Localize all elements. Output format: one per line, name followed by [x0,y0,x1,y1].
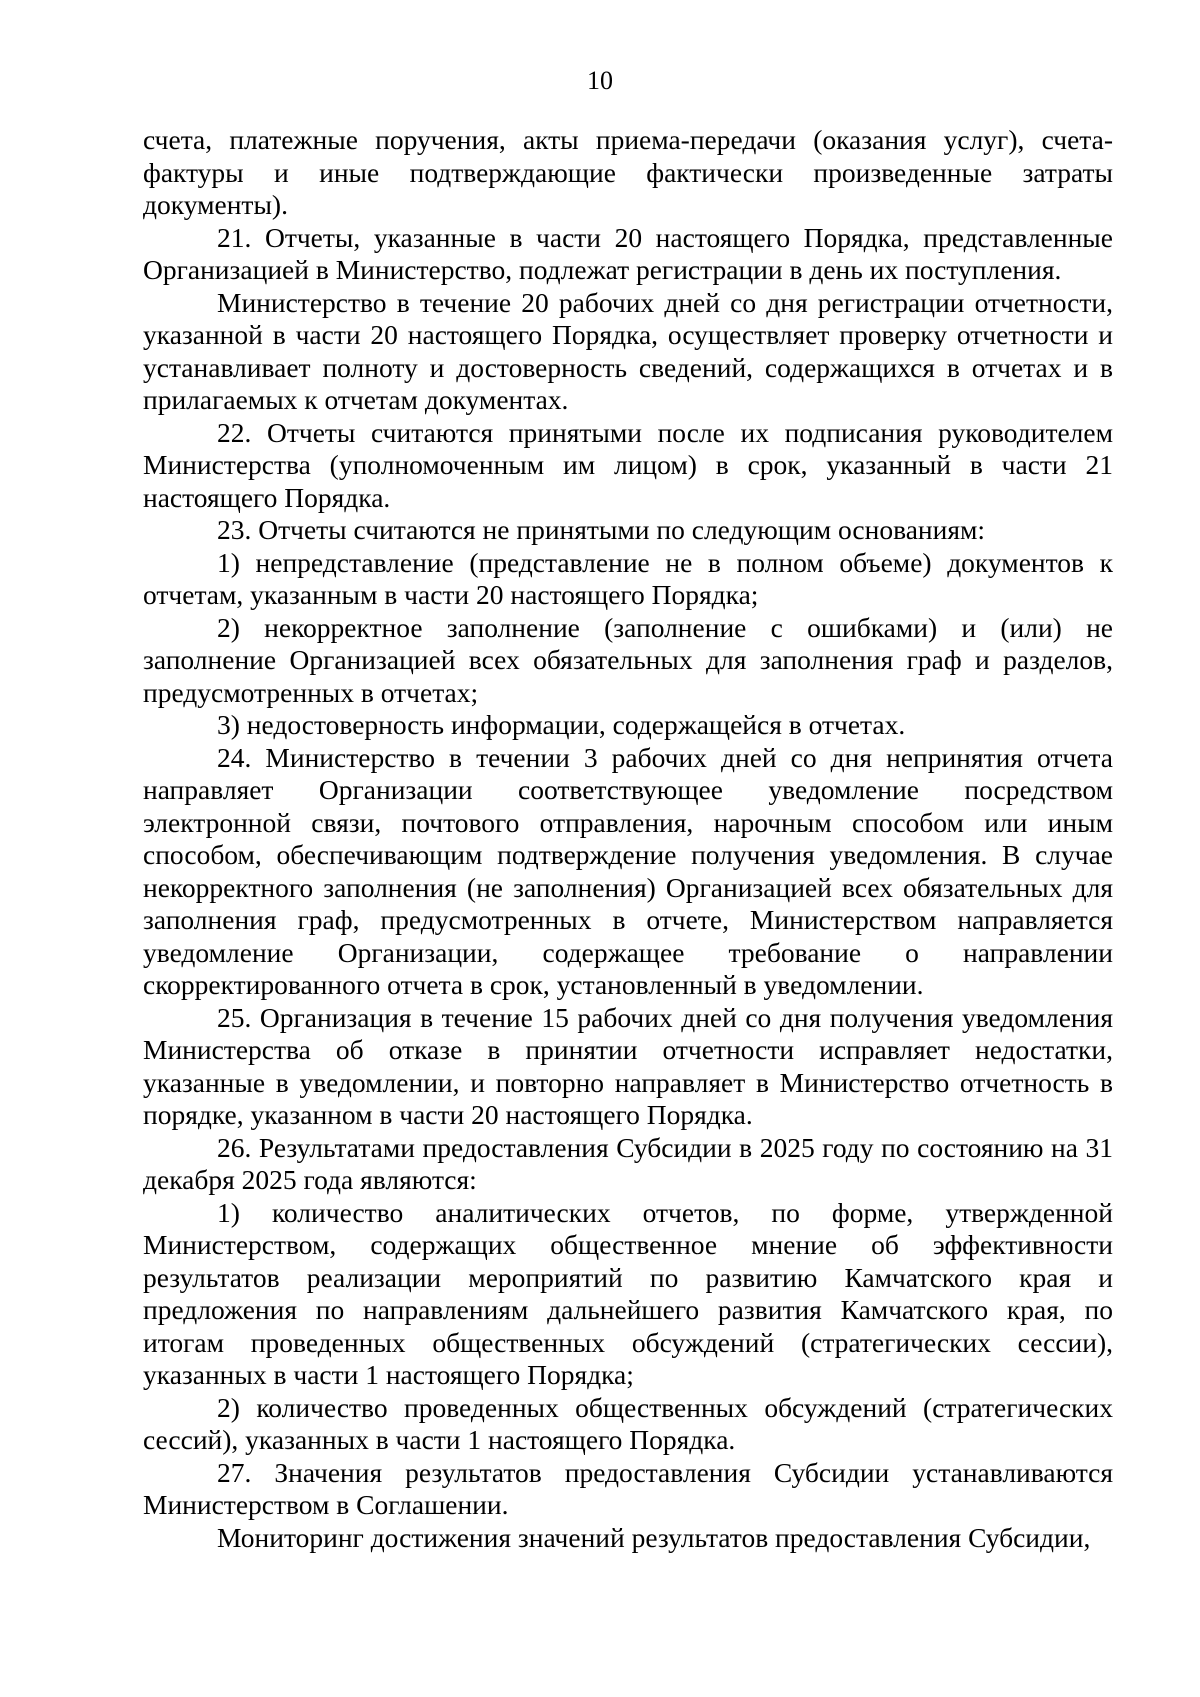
paragraph-25: 25. Организация в течение 15 рабочих дней со дня получения уведомления Министерства об отказе в принятии отчетности исправляет недостатки, указанные в уведомлении, и повторно направляет в Министерство отчетность в порядке, указанном в части 20 настоящего Порядка. [143,1001,1113,1130]
paragraph-23-item-3: 3) недостоверность информации, содержащейся в отчетах. [217,709,906,740]
paragraph-23-item-1: 1) непредставление (представление не в полном объеме) документов к отчетам, указанным в части 20 настоящего Порядка; [143,546,1113,610]
paragraph-21: 21. Отчеты, указанные в части 20 настоящего Порядка, представленные Организацией в Министерство, подлежат регистрации в день их поступления. [143,221,1113,285]
paragraph-23: 23. Отчеты считаются не принятыми по следующим основаниям: [217,514,986,545]
paragraph-22: 22. Отчеты считаются принятыми после их подписания руководителем Министерства (уполномоченным им лицом) в срок, указанный в части 21 настоящего Порядка. [143,416,1113,513]
paragraph-26-item-1: 1) количество аналитических отчетов, по форме, утвержденной Министерством, содержащих общественное мнение об эффективности результатов реализации мероприятий по развитию Камчатского края и предложения по направлениям дальнейшего развития Камчатского края, по итогам проведенных общественных обсуждений (стратегических сессии), указанных в части 1 настоящего Порядка; [143,1196,1113,1390]
document-body [143,124,1113,1554]
paragraph-26-item-2: 2) количество проведенных общественных обсуждений (стратегических сессий), указанных в части 1 настоящего Порядка. [143,1391,1113,1455]
paragraph-27-monitoring: Мониторинг достижения значений результатов предоставления Субсидии, [217,1521,1091,1553]
paragraph-26: 26. Результатами предоставления Субсидии в 2025 году по состоянию на 31 декабря 2025 года являются: [143,1131,1113,1195]
paragraph-27: 27. Значения результатов предоставления Субсидии устанавливаются Министерством в Соглашении. [143,1456,1113,1520]
paragraph-23-item-2: 2) некорректное заполнение (заполнение с ошибками) и (или) не заполнение Организацией всех обязательных для заполнения граф и разделов, предусмотренных в отчетах; [143,611,1113,708]
paragraph-21-verification: Министерство в течение 20 рабочих дней со дня регистрации отчетности, указанной в части 20 настоящего Порядка, осуществляет проверку отчетности и устанавливает полноту и достоверность сведений, содержащихся в отчетах и в прилагаемых к отчетам документах. [143,286,1113,415]
paragraph-24: 24. Министерство в течении 3 рабочих дней со дня непринятия отчета направляет Организации соответствующее уведомление посредством электронной связи, почтового отправления, нарочным способом или иным способом, обеспечивающим подтверждение получения уведомления. В случае некорректного заполнения (не заполнения) Организацией всех обязательных для заполнения граф, предусмотренных в отчете, Министерством направляется уведомление Организации, содержащее требование о направлении скорректированного отчета в срок, установленный в уведомлении. [143,741,1113,1000]
paragraph-continuation: счета, платежные поручения, акты приема-передачи (оказания услуг), счета-фактуры и иные подтверждающие фактически произведенные затраты документы). [143,124,1113,220]
page-number: 10 [587,66,613,95]
